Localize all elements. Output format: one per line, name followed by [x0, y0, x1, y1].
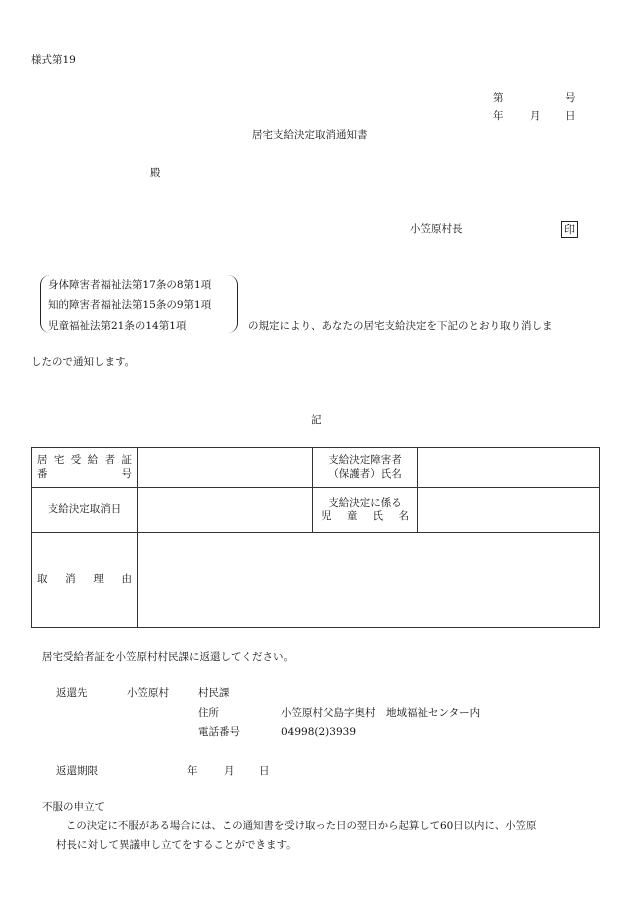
body-text-line1: の規定により、あなたの居宅支給決定を下記のとおり取り消しま: [248, 320, 553, 332]
deadline-year: 年: [187, 765, 198, 777]
cert-number-value: [138, 448, 313, 488]
cancel-reason-value: [138, 533, 600, 628]
deadline-day: 日: [259, 765, 270, 777]
addressee-suffix: 殿: [150, 167, 161, 179]
return-dest-dept: 村民課: [198, 687, 230, 699]
address-label: 住所: [198, 707, 219, 719]
recipient-name-value: [418, 448, 600, 488]
law-item: 知的障害者福祉法第15条の9第1項: [48, 299, 212, 311]
child-name-label: 支給決定に係る 児 童 氏 名: [313, 488, 418, 533]
ref-month: 月: [530, 110, 541, 122]
phone-label: 電話番号: [198, 726, 240, 738]
ref-day: 日: [565, 110, 576, 122]
objection-text-line1: この決定に不服がある場合には、この通知書を受け取った日の翌日から起算して60日以内に、小笠原: [66, 820, 537, 832]
seal-stamp: 印: [561, 221, 578, 238]
return-dest-label: 返還先: [56, 687, 88, 699]
law-item: 児童福祉法第21条の14第1項: [48, 320, 187, 332]
ref-number-suffix: 号: [565, 92, 576, 104]
ki-heading: 記: [311, 414, 322, 426]
ref-number-prefix: 第: [493, 92, 504, 104]
deadline-label: 返還期限: [56, 765, 98, 777]
address-value: 小笠原村父島字奥村 地域福祉センター内: [281, 707, 481, 719]
deadline-month: 月: [224, 765, 235, 777]
law-item: 身体障害者福祉法第17条の8第1項: [48, 279, 212, 291]
ref-year: 年: [493, 110, 504, 122]
cancel-date-value: [138, 488, 313, 533]
cancel-reason-label: 取 消 理 由: [32, 533, 138, 628]
return-dest-village: 小笠原村: [127, 687, 169, 699]
phone-value: 04998(2)3939: [281, 726, 356, 738]
record-table: [31, 447, 600, 628]
return-notice: 居宅受給者証を小笠原村村民課に返還してください。: [42, 651, 294, 663]
objection-text-line2: 村長に対して異議申し立てをすることができます。: [56, 839, 297, 851]
child-name-value: [418, 488, 600, 533]
body-text-line2: したので通知します。: [31, 356, 136, 368]
cancel-date-label: 支給決定取消日: [32, 488, 138, 533]
cert-number-label: 居 宅 受 給 者 証 番 号: [32, 448, 138, 488]
recipient-name-label: 支給決定障害者 （保護者）氏名: [313, 448, 418, 488]
issuer-name: 小笠原村長: [410, 223, 463, 235]
objection-heading: 不服の申立て: [42, 801, 105, 813]
document-title: 居宅支給決定取消通知書: [252, 129, 368, 141]
form-number: 様式第19: [31, 54, 76, 66]
